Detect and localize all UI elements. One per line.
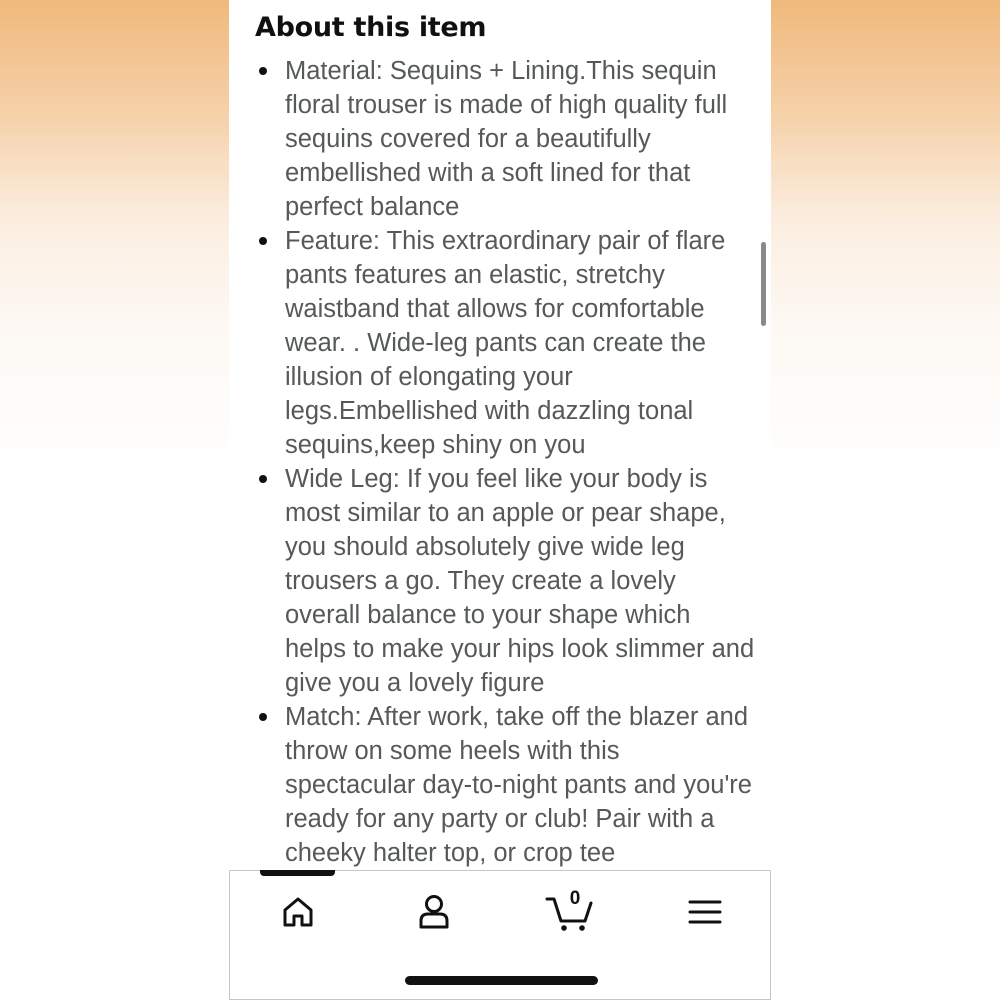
scrollbar-thumb[interactable] <box>761 242 766 326</box>
phone-screen <box>229 0 771 1000</box>
tab-cart[interactable] <box>545 888 595 933</box>
tab-account[interactable] <box>409 891 459 933</box>
feature-bullet-list <box>285 54 755 870</box>
feature-bullet: Material: Sequins + Lining.This sequin floral trouser is made of high quality full sequins covered for a beautifully embellished with a soft lined for that perfect balance <box>285 54 755 224</box>
feature-bullet: Wide Leg: If you feel like your body is most similar to an apple or pear shape, you should absolutely give wide leg trousers a go. They create a lovely overall balance to your shape which helps to make your hips look slimmer and give you a lovely figure <box>285 462 755 700</box>
about-this-item-heading: About this item <box>255 12 487 43</box>
tab-menu[interactable] <box>680 891 730 933</box>
active-tab-indicator <box>260 870 335 876</box>
cart-count-badge: 0 <box>569 888 581 909</box>
cart-icon-wrapper <box>545 888 595 933</box>
home-indicator-bar[interactable] <box>405 976 598 985</box>
feature-bullet: Feature: This extraordinary pair of flare pants features an elastic, stretchy waistband that allows for comfortable wear. . Wide-leg pants can create the illusion of elongating your legs.Embellished with dazzling tonal sequins,keep shiny on you <box>285 224 755 462</box>
hamburger-menu-icon <box>688 898 722 926</box>
feature-bullet: Match: After work, take off the blazer and throw on some heels with this spectacular day-to-night pants and you're ready for any party or club! Pair with a cheeky halter top, or crop tee <box>285 700 755 870</box>
product-details-content[interactable] <box>229 0 771 870</box>
user-icon <box>418 894 450 930</box>
home-icon <box>281 895 315 929</box>
bottom-tab-bar <box>229 870 771 1000</box>
tab-home[interactable] <box>273 891 323 933</box>
